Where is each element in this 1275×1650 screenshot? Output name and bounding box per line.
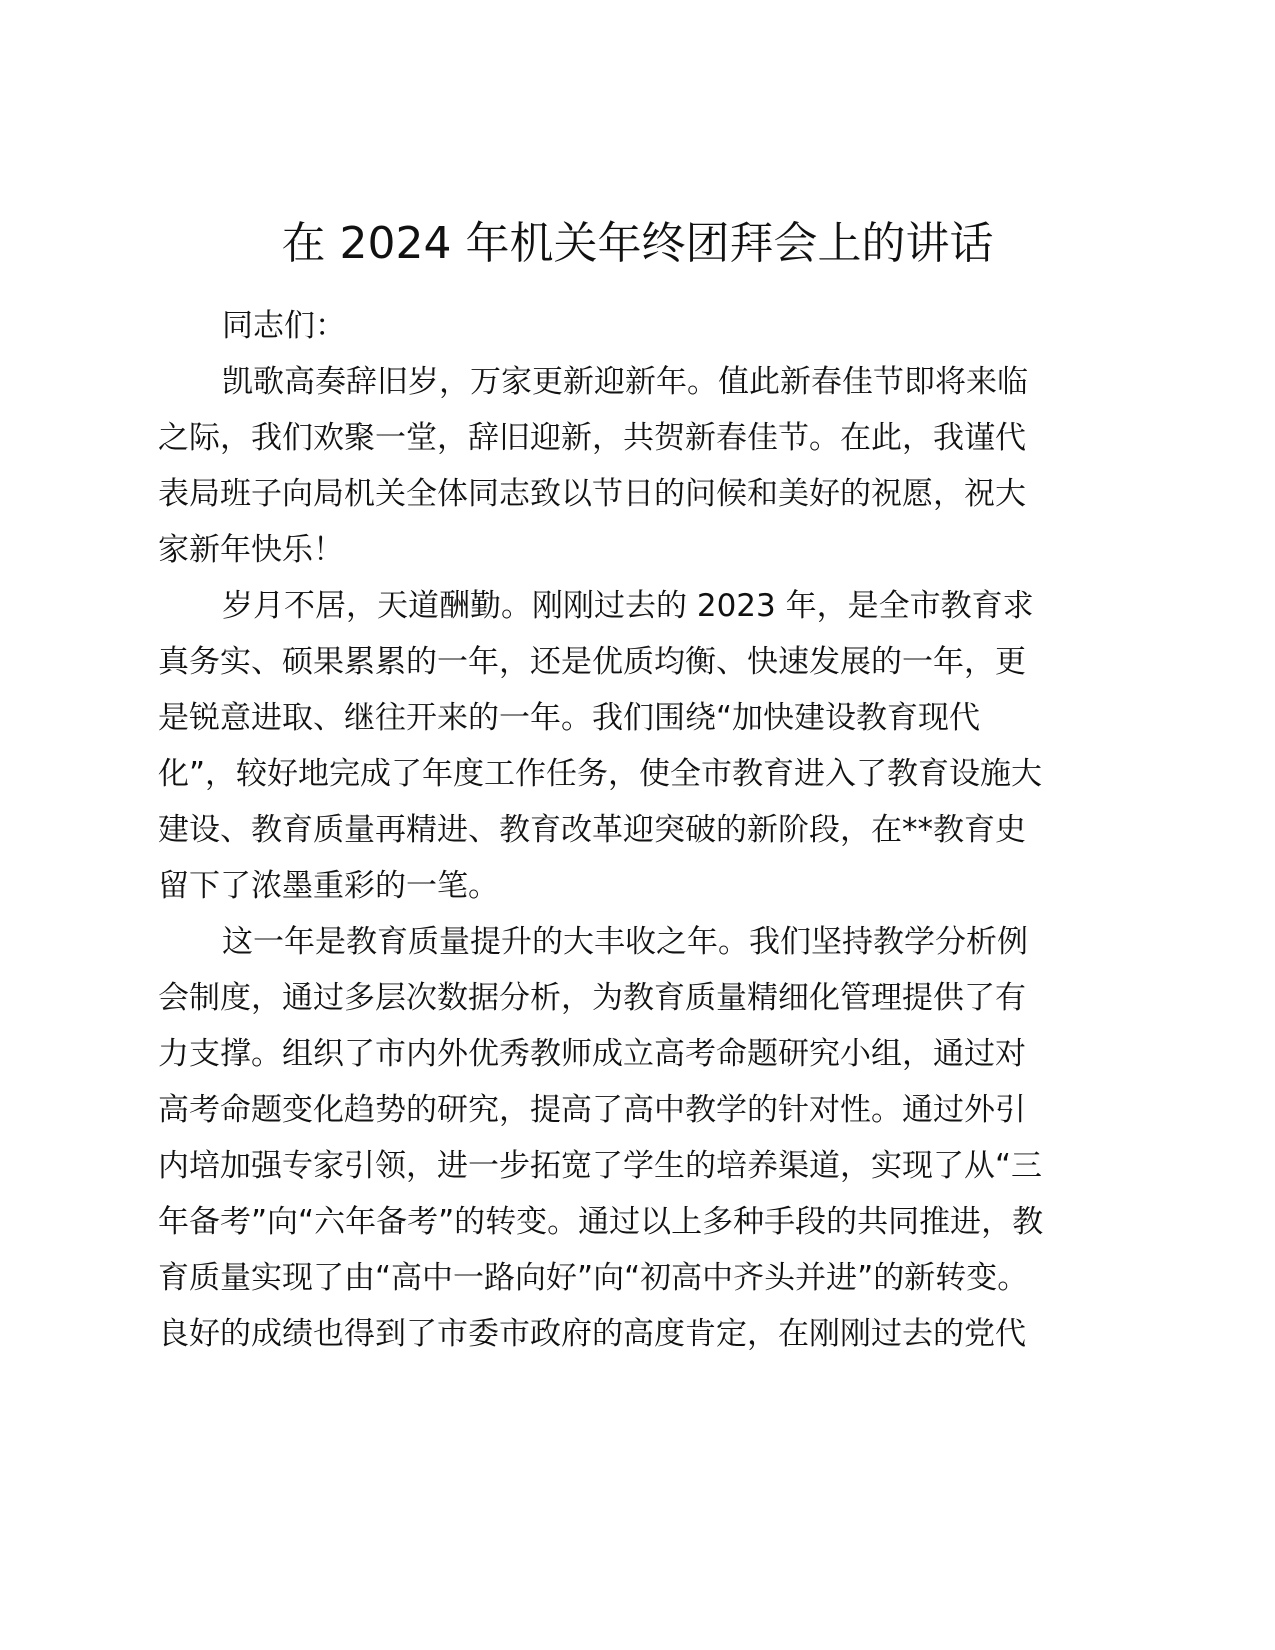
paragraph-2-line-2: 真务实、硕果累累的一年，还是优质均衡、快速发展的一年，更	[158, 644, 1026, 680]
paragraph-3-line-7: 育质量实现了由“高中一路向好”向“初高中齐头并进”的新转变。	[158, 1260, 1029, 1296]
paragraph-1-line-1: 凯歌高奏辞旧岁，万家更新迎新年。值此新春佳节即将来临	[222, 364, 1028, 400]
paragraph-3-line-5: 内培加强专家引领，进一步拓宽了学生的培养渠道，实现了从“三	[158, 1148, 1043, 1184]
document-title: 在 2024 年机关年终团拜会上的讲话	[281, 218, 994, 269]
document-body	[158, 298, 1098, 1362]
paragraph-1-line-2: 之际，我们欢聚一堂，辞旧迎新，共贺新春佳节。在此，我谨代	[158, 420, 1026, 456]
paragraph-2-line-3: 是锐意进取、继往开来的一年。我们围绕“加快建设教育现代	[158, 700, 981, 736]
paragraph-3-line-4: 高考命题变化趋势的研究，提高了高中教学的针对性。通过外引	[158, 1092, 1026, 1128]
paragraph-2-line-6: 留下了浓墨重彩的一笔。	[158, 868, 499, 904]
paragraph-2-line-1: 岁月不居，天道酬勤。刚刚过去的 2023 年，是全市教育求	[222, 588, 1034, 624]
paragraph-1-line-4: 家新年快乐！	[158, 532, 344, 568]
paragraph-1-line-3: 表局班子向局机关全体同志致以节日的问候和美好的祝愿，祝大	[158, 476, 1026, 512]
paragraph-3-line-8: 良好的成绩也得到了市委市政府的高度肯定，在刚刚过去的党代	[158, 1316, 1026, 1352]
paragraph-2-line-4: 化”，较好地完成了年度工作任务，使全市教育进入了教育设施大	[158, 756, 1043, 792]
paragraph-3-line-6: 年备考”向“六年备考”的转变。通过以上多种手段的共同推进，教	[158, 1204, 1044, 1240]
paragraph-3-line-1: 这一年是教育质量提升的大丰收之年。我们坚持教学分析例	[222, 924, 1028, 960]
paragraph-3-line-2: 会制度，通过多层次数据分析，为教育质量精细化管理提供了有	[158, 980, 1026, 1016]
salutation-line: 同志们：	[222, 308, 346, 344]
paragraph-3-line-3: 力支撑。组织了市内外优秀教师成立高考命题研究小组，通过对	[158, 1036, 1026, 1072]
paragraph-2-line-5: 建设、教育质量再精进、教育改革迎突破的新阶段，在**教育史	[158, 812, 1026, 848]
